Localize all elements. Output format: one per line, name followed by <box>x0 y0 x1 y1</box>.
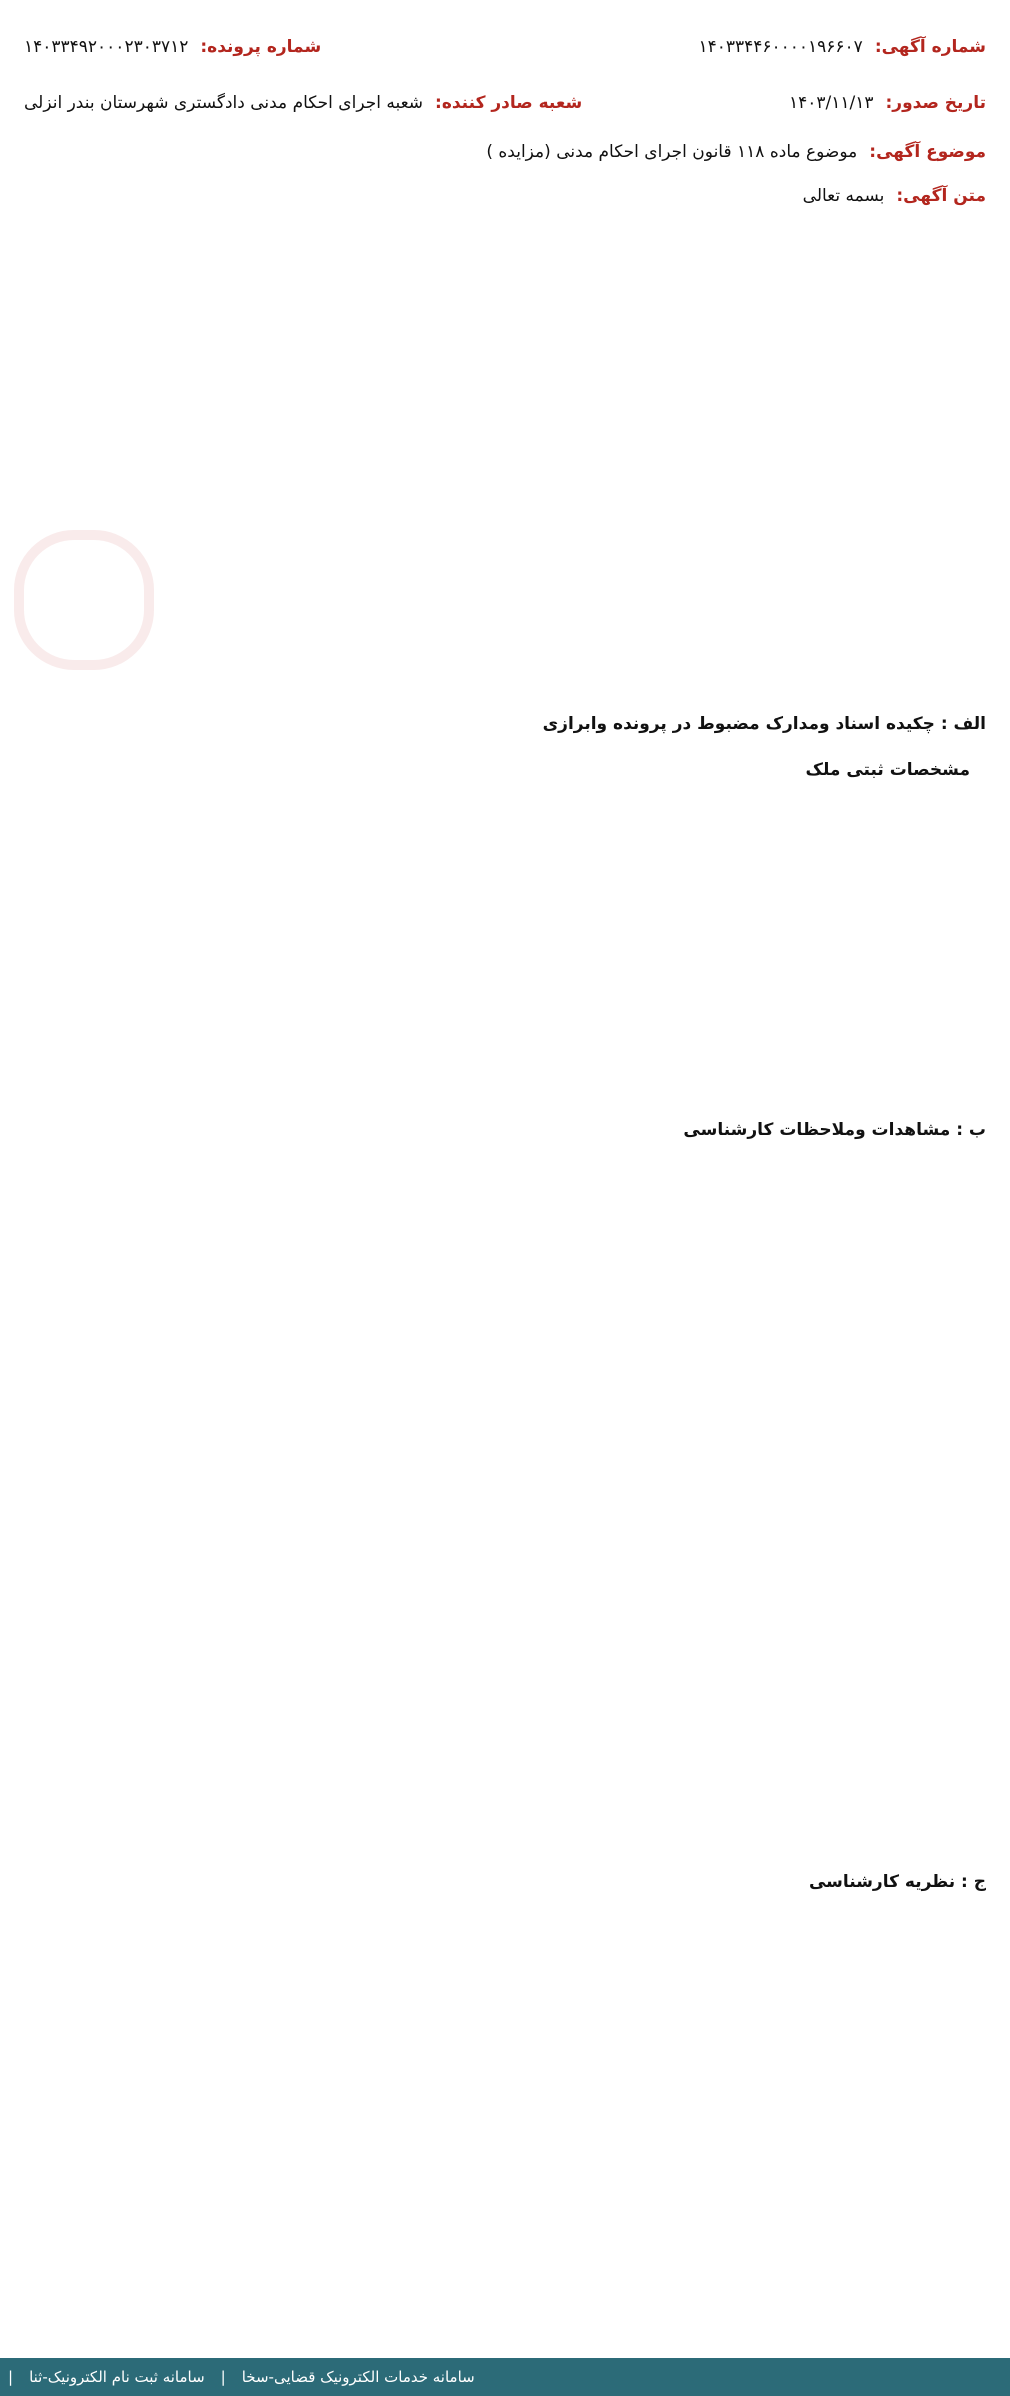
body-label-row <box>803 186 986 206</box>
case-number: ۱۴۰۳۳۴۹۲۰۰۰۲۳۰۳۷۱۲ <box>24 37 189 57</box>
issue-date: ۱۴۰۳/۱۱/۱۳ <box>788 93 874 113</box>
notice-subject <box>24 142 986 162</box>
footer-separator-2: | <box>8 2368 14 2386</box>
notice-number: ۱۴۰۳۳۴۴۶۰۰۰۰۱۹۶۶۰۷ <box>698 37 863 57</box>
issue-date-label: تاریخ صدور: <box>885 93 986 113</box>
section-b-title: ب : مشاهدات وملاحظات کارشناسی <box>683 1120 986 1140</box>
issuer-label: شعبه صادر کننده: <box>435 93 583 113</box>
header-case <box>24 30 321 64</box>
subject-label: موضوع آگهی: <box>869 142 986 162</box>
body-heading: بسمه تعالی <box>802 186 885 206</box>
footer-link-sakha[interactable]: سامانه خدمات الکترونیک قضایی-سخا <box>241 2368 475 2386</box>
case-number-label: شماره پرونده: <box>200 37 322 57</box>
notice-number-label: شماره آگهی: <box>874 37 986 57</box>
body-label: متن آگهی: <box>896 186 986 206</box>
section-a-title: الف : چکیده اسناد ومدارک مضبوط در پرونده وابرازی <box>542 714 986 734</box>
header-issuer <box>24 86 582 120</box>
registry-title: مشخصات ثبتی ملک <box>805 760 970 780</box>
watermark-seal <box>14 530 154 670</box>
section-c-title: ج : نظریه کارشناسی <box>808 1872 986 1892</box>
footer-link-sana[interactable]: سامانه ثبت نام الکترونیک-ثنا <box>29 2368 205 2386</box>
footer-bar <box>0 2358 1010 2396</box>
subject-value: موضوع ماده ۱۱۸ قانون اجرای احکام مدنی (مزایده ) <box>486 142 858 162</box>
issuer: شعبه اجرای احکام مدنی دادگستری شهرستان بندر انزلی <box>24 93 424 113</box>
footer-separator: | <box>220 2368 226 2386</box>
